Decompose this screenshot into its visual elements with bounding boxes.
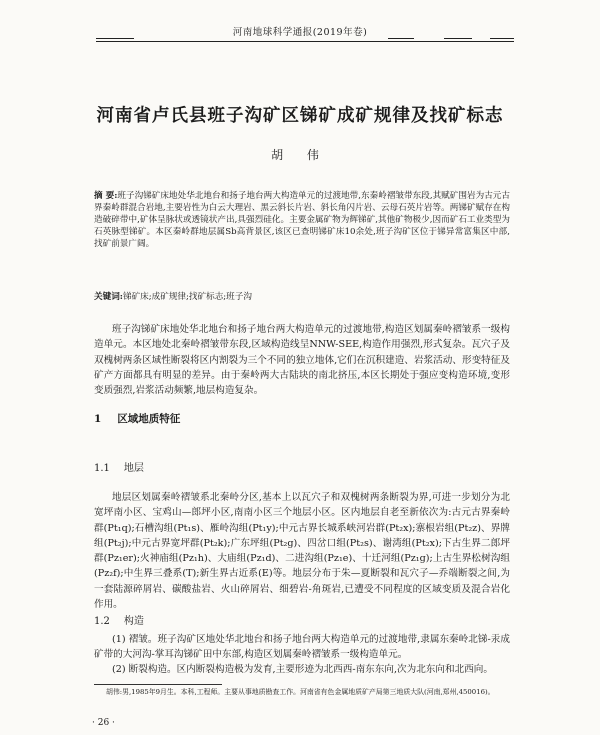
subsection-number: 1.2: [94, 616, 110, 627]
header-rule-segment: [388, 38, 414, 39]
subsection-title: 构造: [123, 616, 144, 627]
subsection-heading-1-1: [94, 459, 144, 474]
author-name: 胡 伟: [271, 148, 329, 162]
intro-paragraph: 班子沟锑矿床地处华北地台和扬子地台两大构造单元的过渡地带,构造区划属秦岭褶皱系一级构造单元。本区地处北秦岭褶皱带东段,区域构造线呈NNW-SEE,构造作用强烈,形式复杂。瓦穴子及双槐树两条区域性断裂将区内割裂为三个不同的独立地体,它们在沉积建造、岩浆活动、形变特征及矿产方面都具有明显的差异。由于秦岭两大古陆块的南北挤压,本区长期处于强应变构造环境,变形变质强烈,岩浆活动频繁,地层构造复杂。: [94, 324, 510, 397]
section-number: 1: [94, 413, 102, 425]
keywords: [94, 291, 510, 303]
fold-paragraph: (1) 褶皱。班子沟矿区地处华北地台和扬子地台两大构造单元的过渡地带,隶属东秦岭北锑-汞成矿带的大河沟-掌耳沟锑矿田中东部,构造区划属秦岭褶皱系一级构造单元。: [94, 634, 510, 661]
page-number: · 26 ·: [92, 718, 115, 728]
keywords-text: 锑矿床;成矿规律;找矿标志;班子沟: [122, 292, 252, 302]
section-title: 区域地质特征: [117, 413, 181, 425]
stratigraphy-paragraph: 地层区划属秦岭褶皱系北秦岭分区,基本上以瓦穴子和双槐树两条断裂为界,可进一步划分为北宽坪南小区、宝鸡山—郎坪小区,南南小区三个地层小区。区内地层自老至新依次为:古元古界秦岭群(Pt₁q);石槽沟组(Pt₁s)、雁岭沟组(Pt₁y);中元古界长城系峡河岩群(Pt₂x);寨根岩组(Pt₂z)、界牌组(Pt₂j);中元古界宽坪群(Pt₂k);广东坪组(Pt₂g)、四岔口组(Pt₂s)、谢湾组(Pt₂x);下古生界二郎坪群(Pz₁er);火神庙组(Pz₁h)、大庙组(Pz₁d)、二进沟组(Pz₁e)、十迁河组(Pz₁g);上古生界松树沟组(Pz₂f);中生界三叠系(T);新生界古近系(E)等。地层分布于朱—夏断裂和瓦穴子—乔端断裂之间,为一套陆源碎屑岩、碳酸盐岩、火山碎屑岩、细碧岩-角斑岩,已遭受不同程度的区域变质及混合岩化作用。: [94, 492, 510, 611]
paper-title: 河南省卢氏县班子沟矿区锑矿成矿规律及找矿标志: [96, 106, 504, 126]
subsection-heading-1-2: [94, 612, 144, 627]
journal-header: 河南地球科学通报(2019年卷): [232, 27, 368, 38]
author-footnote: 胡伟:男,1985年9月生。本科,工程师。主要从事地质勘查工作。河南省有色金属地质矿产局第三地质大队(河南,郑州,450016)。: [106, 688, 495, 696]
section-heading-1: [94, 411, 180, 426]
header-rule-segment: [444, 38, 472, 39]
abstract: [94, 190, 510, 250]
subsection-number: 1.1: [94, 463, 110, 474]
abstract-label: 摘 要:: [94, 191, 118, 201]
header-rule-segment: [490, 38, 514, 39]
abstract-text: 班子沟锑矿床地处华北地台和扬子地台两大构造单元的过渡地带,东秦岭褶皱带东段,其赋矿围岩为古元古界秦岭群混合岩地,主要岩性为白云大理岩、黑云斜长片岩、斜长角闪片岩、云母石英片岩等。两锑矿赋存在构造破碎带中,矿体呈脉状或透镜状产出,具强烈硅化。主要金属矿物为辉锑矿,其他矿物极少,因而矿石工业类型为石英脉型锑矿。本区秦岭群地层属Sb高背景区,该区已查明锑矿床10余处,班子沟矿区位于锑异常富集区中部,找矿前景广阔。: [94, 191, 511, 250]
subsection-title: 地层: [123, 463, 144, 474]
keywords-label: 关键词:: [94, 292, 123, 302]
fault-paragraph: (2) 断裂构造。区内断裂构造极为发育,主要形迹为北西西-南东东向,次为北东向和北西向。: [112, 664, 493, 675]
header-rule: [96, 41, 514, 42]
header-rule-segment: [96, 38, 134, 39]
footnote-rule: [94, 684, 222, 685]
